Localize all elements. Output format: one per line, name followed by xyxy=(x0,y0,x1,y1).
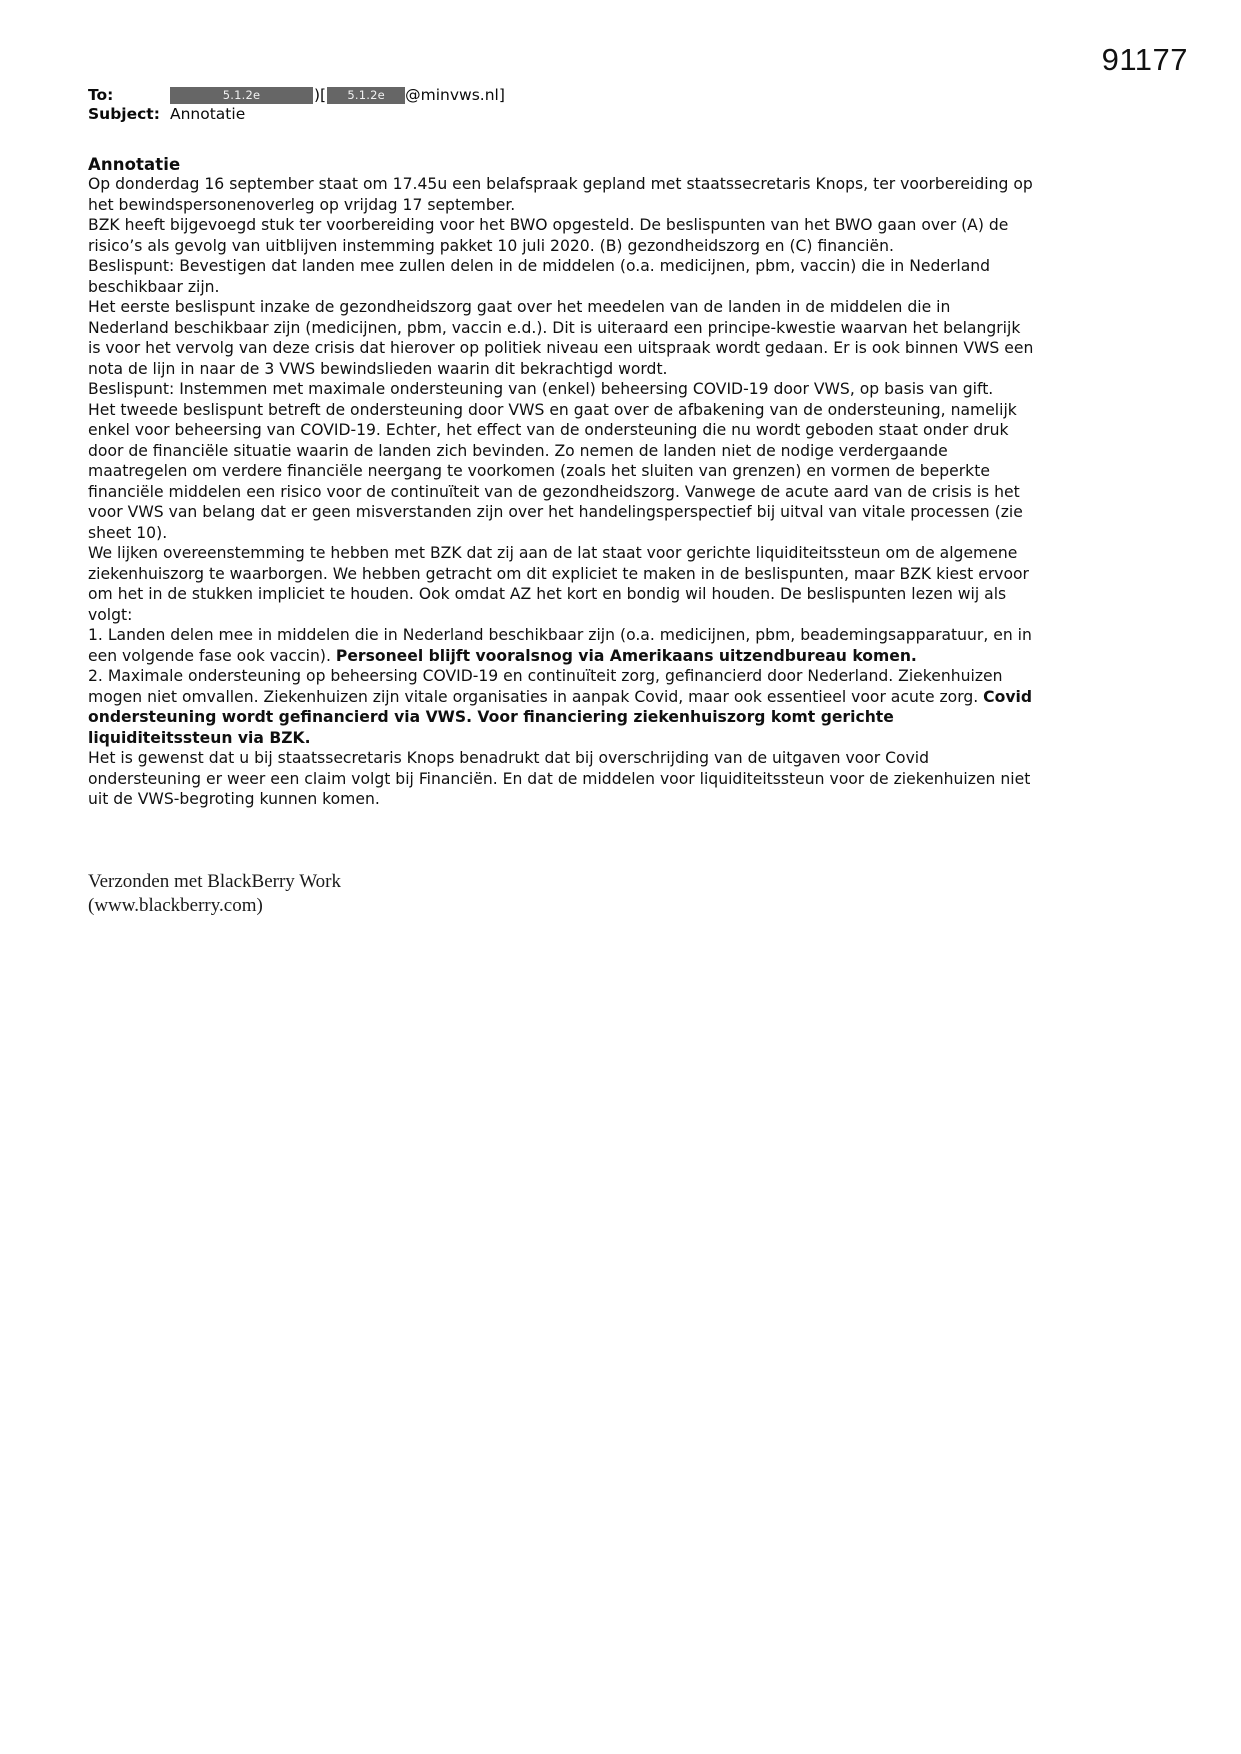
header-row-subject xyxy=(88,105,1034,124)
list-item-1-text: 1. Landen delen mee in middelen die in Nederland beschikbaar zijn (o.a. medicijnen, pbm, beademingsapparatuur, en in een volgende fase ook vaccin). xyxy=(88,626,1032,665)
page-number: 91177 xyxy=(1101,42,1188,77)
list-item-2-bold: Covid ondersteuning wordt gefinancierd via VWS. Voor financiering ziekenhuiszorg komt gerichte liquiditeitssteun via BZK. xyxy=(88,687,1033,747)
bzk-paragraph: BZK heeft bijgevoegd stuk ter voorbereiding voor het BWO opgesteld. De beslispunten van het BWO gaan over (A) de risico’s als gevolg van uitblijven instemming pakket 10 juli 2020. (B) gezondheidszorg en (C) financiën. xyxy=(88,216,1009,255)
signature-line-2: (www.blackberry.com) xyxy=(88,894,263,916)
body-title: Annotatie xyxy=(88,155,181,174)
list-item-1 xyxy=(88,625,1034,666)
list-item-2 xyxy=(88,666,1034,748)
overeenstemming-paragraph: We lijken overeenstemming te hebben met BZK dat zij aan de lat staat voor gerichte liquiditeitssteun om de algemene ziekenhuiszorg te waarborgen. We hebben getracht om dit expliciet te maken in de beslispunten, maar BZK kiest ervoor om het in de stukken impliciet te houden. Ook omdat AZ het kort en bondig wil houden. De beslispunten lezen wij als volgt: xyxy=(88,544,1029,624)
subject-value: Annotatie xyxy=(170,105,246,123)
blackberry-signature xyxy=(88,870,1034,918)
intro-paragraph: Op donderdag 16 september staat om 17.45u een belafspraak gepland met staatssecretaris Knops, ter voorbereiding op het bewindspersonenoverleg op vrijdag 17 september. xyxy=(88,175,1033,214)
beslispunt-1-heading: Beslispunt: Bevestigen dat landen mee zullen delen in de middelen (o.a. medicijnen, pbm, vaccin) die in Nederland beschikbaar zijn. xyxy=(88,257,991,296)
email-body xyxy=(88,155,1034,918)
closing-paragraph: Het is gewenst dat u bij staatssecretaris Knops benadrukt dat bij overschrijding van de uitgaven voor Covid ondersteuning er weer een claim volgt bij Financiën. En dat de middelen voor liquiditeitssteun voor de ziekenhuizen niet uit de VWS-begroting kunnen komen. xyxy=(88,749,1031,808)
beslispunt-2-body: Het tweede beslispunt betreft de ondersteuning door VWS en gaat over de afbakening van de ondersteuning, namelijk enkel voor beheersing van COVID-19. Echter, het effect van de ondersteuning die nu wordt geboden staat onder druk door de financiële situatie waarin de landen zich bevinden. Zo nemen de landen niet de nodige verdergaande maatregelen om verdere financiële neergang te voorkomen (zoals het sluiten van grenzen) en vormen de beperkte financiële middelen een risico voor de continuïteit van de gezondheidszorg. Vanwege de acute aard van de crisis is het voor VWS van belang dat er geen misverstanden zijn over het handelingsperspectief bij uitval van vitale processen (zie sheet 10). xyxy=(88,400,1023,542)
email-header xyxy=(88,86,1034,124)
to-label: To: xyxy=(88,86,114,104)
beslispunt-2-heading: Beslispunt: Instemmen met maximale ondersteuning van (enkel) beheersing COVID-19 door VWS, op basis van gift. xyxy=(88,380,994,398)
list-item-1-bold: Personeel blijft vooralsnog via Amerikaans uitzendbureau komen. xyxy=(335,646,917,665)
beslispunt-1-body: Het eerste beslispunt inzake de gezondheidszorg gaat over het meedelen van de landen in de middelen die in Nederland beschikbaar zijn (medicijnen, pbm, vaccin e.d.). Dit is uiteraard een principe-kwestie waarvan het belangrijk is voor het vervolg van deze crisis dat hierover op politiek niveau een uitspraak wordt gedaan. Er is ook binnen VWS een nota de lijn in naar de 3 VWS bewindslieden waarin dit bekrachtigd wordt. xyxy=(88,298,1034,378)
signature-line-1: Verzonden met BlackBerry Work xyxy=(88,870,341,892)
header-row-to xyxy=(88,86,1034,105)
subject-label: Subject: xyxy=(88,105,160,123)
email-sheet xyxy=(88,86,1034,918)
redaction-box-to-2: 5.1.2e xyxy=(327,87,405,104)
to-domain: @minvws.nl] xyxy=(405,86,505,104)
redaction-box-to-1: 5.1.2e xyxy=(170,87,313,104)
list-item-2-text: 2. Maximale ondersteuning op beheersing COVID-19 en continuïteit zorg, gefinancierd door Nederland. Ziekenhuizen mogen niet omvallen. Ziekenhuizen zijn vitale organisaties in aanpak Covid, maar ook essentieel voor acute zorg. xyxy=(88,667,1003,706)
to-separator: )[ xyxy=(314,86,327,104)
